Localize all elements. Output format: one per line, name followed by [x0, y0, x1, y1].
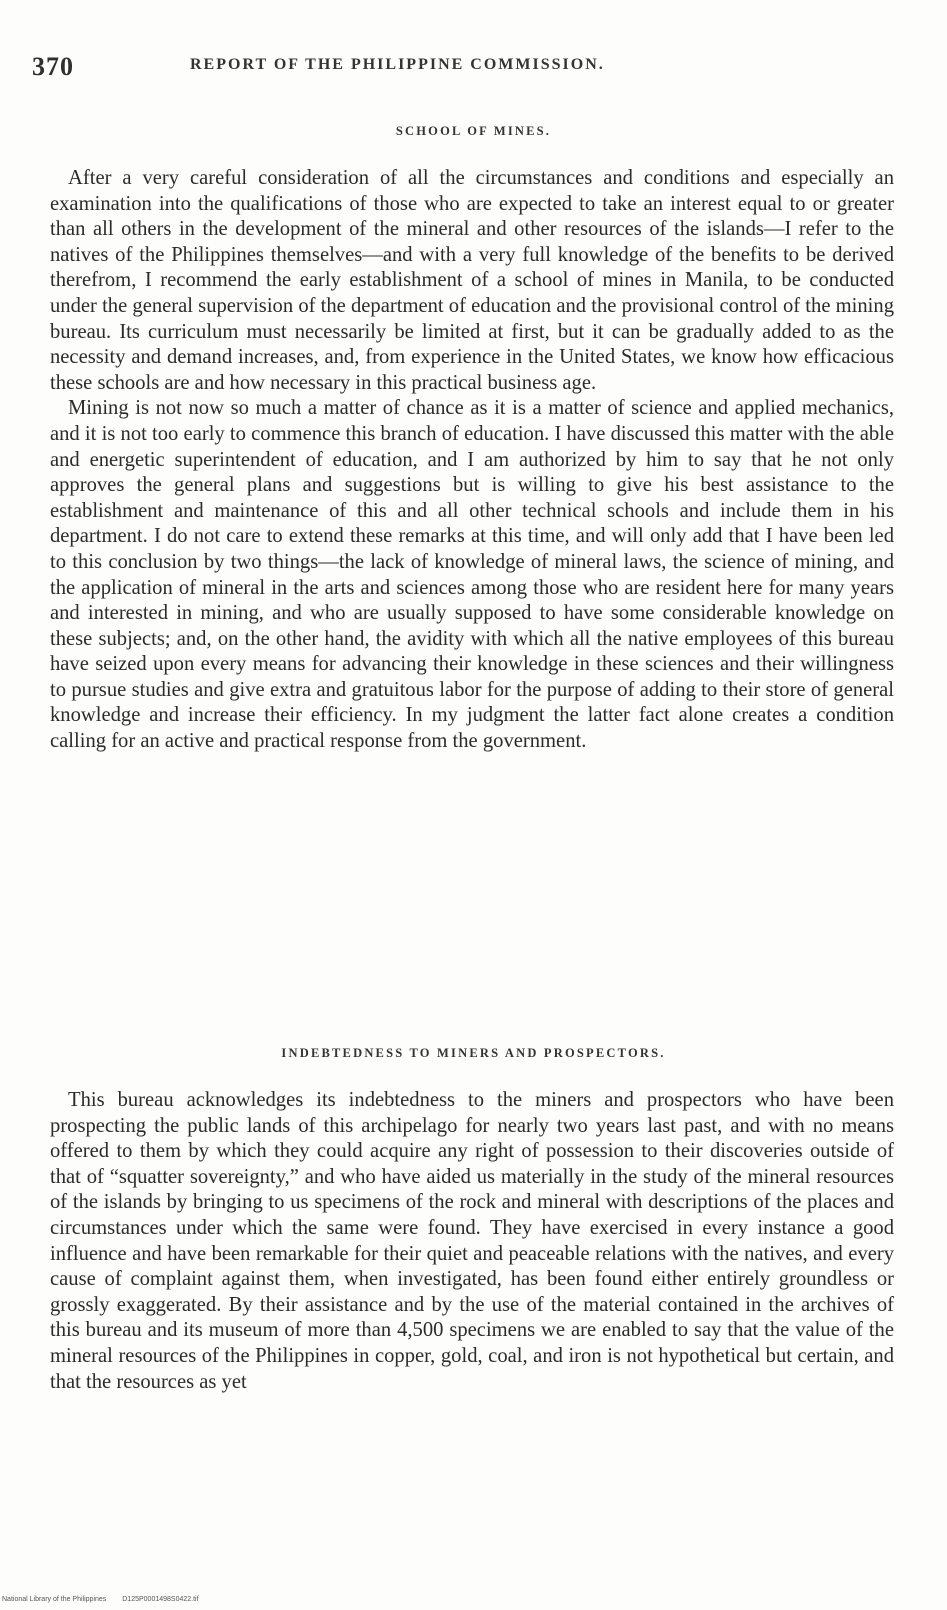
- section-body-indebtedness: [50, 1088, 894, 1395]
- paragraph: This bureau acknowledges its indebtedness to the miners and prospectors who have been prospecting the public lands of this archipelago for nearly two years last past, and with no means offered to them by which they could acquire any right of possession to their discoveries outside of that of “squatter sovereignty,” and who have aided us materially in the study of the mineral resources of the islands by bringing to us specimens of the rock and mineral with descriptions of the places and circumstances under which the same were found. They have exercised in every instance a good influence and have been remarkable for their quiet and peaceable relations with the natives, and every cause of complaint against them, when investigated, has been found either entirely groundless or grossly exaggerated. By their assistance and by the use of the material contained in the archives of this bureau and its museum of more than 4,500 specimens we are enabled to say that the value of the mineral resources of the Philippines in copper, gold, coal, and iron is not hypothetical but certain, and that the resources as yet: [50, 1089, 894, 1393]
- section-body-school-of-mines: [50, 166, 894, 755]
- library-credit: National Library of the Philippines: [2, 1596, 107, 1603]
- running-head: REPORT OF THE PHILIPPINE COMMISSION.: [190, 56, 605, 73]
- section-heading-school-of-mines: SCHOOL OF MINES.: [395, 124, 552, 138]
- section-heading-indebtedness: INDEBTEDNESS TO MINERS AND PROSPECTORS.: [281, 1046, 666, 1060]
- paragraph: Mining is not now so much a matter of chance as it is a matter of science and applied mechanics, and it is not too early to commence this branch of education. I have discussed this matter with the able and energetic superintendent of education, and I am authorized by him to say that he not only approves the general plans and suggestions but is willing to give his best assistance to the establishment and maintenance of this and all other technical schools and include them in his department. I do not care to extend these remarks at this time, and will only add that I have been led to this conclusion by two things—the lack of knowledge of mineral laws, the science of mining, and the application of mineral in the arts and sciences among those who are resident here for many years and interested in mining, and who are usually supposed to have some considerable knowledge on these subjects; and, on the other hand, the avidity with which all the native employees of this bureau have seized upon every means for advancing their knowledge in these sciences and their willingness to pursue studies and give extra and gratuitous labor for the purpose of adding to their store of general knowledge and increase their efficiency. In my judgment the latter fact alone creates a condition calling for an active and practical response from the government.: [50, 397, 894, 753]
- paragraph: After a very careful consideration of all the circumstances and conditions and especially an examination into the qualifications of those who are expected to take an interest equal to or greater than all others in the development of the mineral and other resources of the islands—I refer to the natives of the Philippines themselves—and with a very full knowledge of the benefits to be derived therefrom, I recommend the early establishment of a school of mines in Manila, to be conducted under the general supervision of the department of education and the provisional control of the mining bureau. Its curriculum must necessarily be limited at first, but it can be gradually added to as the necessity and demand increases, and, from experience in the United States, we know how efficacious these schools are and how necessary in this practical business age.: [50, 167, 894, 394]
- page-number: 370: [32, 52, 74, 81]
- page-header: [32, 52, 912, 92]
- scan-credit-footer: [2, 1596, 213, 1603]
- scan-identifier: D125P0001498S0422.tif: [122, 1596, 199, 1603]
